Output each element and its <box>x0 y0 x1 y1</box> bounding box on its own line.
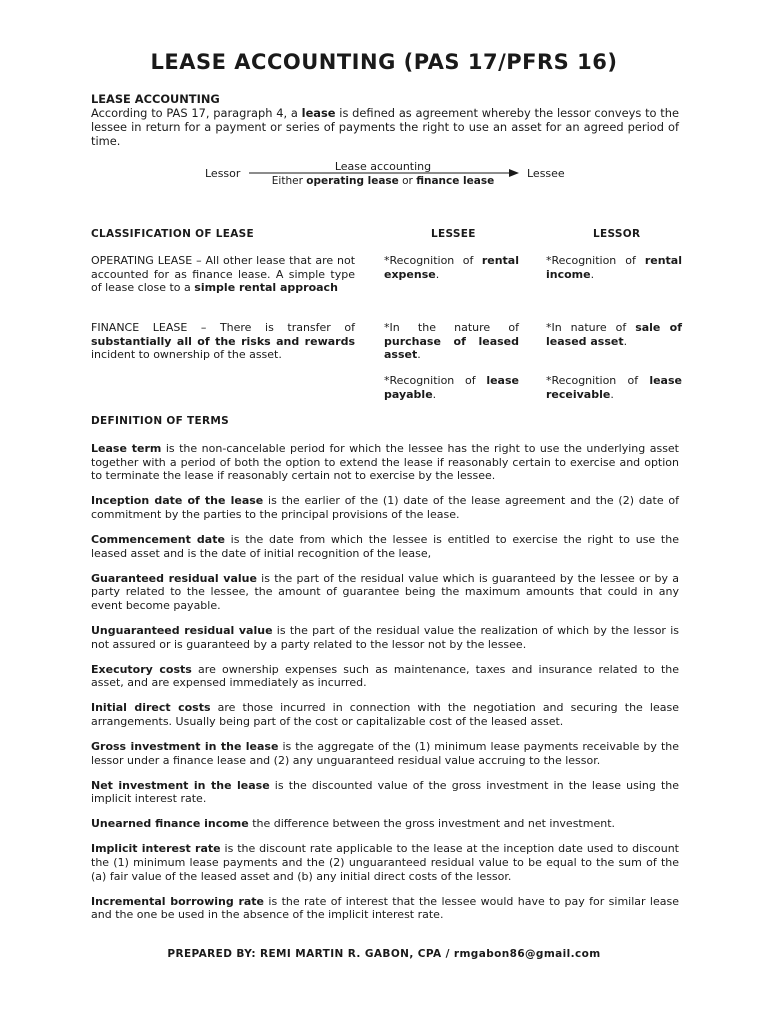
lease-term-bold: lease <box>301 106 336 120</box>
finance-lessee-cell-b: *Recognition of lease payable. <box>384 374 519 401</box>
definition-text: are ownership expenses such as maintenance, taxes and insurance related to the asset, and are expensed immediately as incurred. <box>91 662 679 690</box>
definition-item <box>91 817 679 831</box>
definition-item <box>91 572 679 613</box>
definition-term: Gross investment in the lease <box>91 740 279 753</box>
definition-term: Guaranteed residual value <box>91 571 257 585</box>
definition-term: Unguaranteed residual value <box>91 623 273 637</box>
definition-item <box>91 895 679 922</box>
definition-text: is the discounted value of the gross investment in the lease using the implicit interest rate. <box>91 778 680 806</box>
definition-term: Implicit interest rate <box>91 842 221 856</box>
definition-text: is the part of the residual value the realization of which by the lessor is not assured or is guaranteed by a party related to the lessor not by the lessee. <box>91 623 679 651</box>
definition-term: Lease term <box>91 442 162 455</box>
definition-item <box>91 701 679 728</box>
definition-text: is the rate of interest that the lessee would have to pay for similar lease and the one be used in the absence of the implicit interest rate. <box>91 894 679 922</box>
flow-below-label: Either operating lease or finance lease <box>271 175 495 187</box>
definition-item <box>91 442 679 483</box>
definition-text: is the aggregate of the (1) minimum lease payments receivable by the lessor under a finance lease and (2) any unguaranteed residual value accruing to the lessor. <box>91 740 679 767</box>
definition-text: are those incurred in connection with the negotiation and securing the lease arrangements. Usually being part of the cost or capitalizable cost of the leased asset. <box>91 701 679 728</box>
definition-text: the difference between the gross investment and net investment. <box>248 817 616 831</box>
definition-term: Net investment in the lease <box>91 778 270 792</box>
definition-text: is the discount rate applicable to the lease at the inception date used to discount the (1) minimum lease payments and the (2) unguaranteed residual value to be equal to the sum of the (a) fair value of the leased asset and (b) any initial direct costs of the lessor. <box>91 842 679 883</box>
flow-lessor-label: Lessor <box>205 167 241 180</box>
definitions-section <box>91 415 679 933</box>
page-title: LEASE ACCOUNTING (PAS 17/PFRS 16) <box>150 50 618 74</box>
definition-term: Inception date of the lease <box>91 494 264 508</box>
flow-lessee-label: Lessee <box>527 167 565 180</box>
definition-item <box>91 624 679 651</box>
definition-term: Initial direct costs <box>91 701 211 715</box>
definition-term: Incremental borrowing rate <box>91 894 265 908</box>
operating-lease-description: OPERATING LEASE – All other lease that are not accounted for as finance lease. A simple type of lease close to a simple rental approach <box>91 254 356 294</box>
operating-lessor-cell: *Recognition of rental income. <box>546 254 682 281</box>
definition-term: Unearned finance income <box>91 817 249 831</box>
finance-lessor-cell-b: *Recognition of lease receivable. <box>546 374 682 401</box>
definitions-list <box>91 442 679 922</box>
lessor-column-heading: LESSOR <box>593 228 641 240</box>
definition-item <box>91 779 679 806</box>
definition-text: is the non-cancelable period for which the lessee has the right to use the underlying asset together with a period of both the option to extend the lease if reasonably certain to exercise and option to terminate the lease if reasonably certain not to exercise by the lessee. <box>91 442 679 483</box>
definition-text: is the earlier of the (1) date of the lease agreement and the (2) date of commitment by the parties to the principal provisions of the lease. <box>91 494 679 521</box>
finance-lessor-cell-a: *In nature of sale of leased asset. <box>546 321 683 348</box>
definitions-heading: DEFINITION OF TERMS <box>91 415 229 427</box>
definition-text: is the date from which the lessee is entitled to exercise the right to use the leased asset and is the date of initial recognition of the lease, <box>91 532 679 560</box>
classification-heading: CLASSIFICATION OF LEASE <box>91 228 254 240</box>
definition-term: Commencement date <box>91 532 225 546</box>
operating-lessee-cell: *Recognition of rental expense. <box>384 254 519 281</box>
definition-item <box>91 663 679 690</box>
footer-prepared-by: PREPARED BY: REMI MARTIN R. GABON, CPA / rmgabon86@gmail.com <box>167 948 601 960</box>
definition-item <box>91 842 679 883</box>
definition-text: is the part of the residual value which is guaranteed by the lessee or by a party related to the lessee, the amount of guarantee being the maximum amounts that could in any event become payable. <box>91 571 679 612</box>
intro-heading: LEASE ACCOUNTING <box>91 92 220 106</box>
lessee-column-heading: LESSEE <box>431 228 476 240</box>
definition-term: Executory costs <box>91 662 192 676</box>
intro-section <box>91 92 679 148</box>
definition-item <box>91 740 679 767</box>
flow-above-label: Lease accounting <box>334 160 432 173</box>
definition-item <box>91 533 679 560</box>
finance-lease-description: FINANCE LEASE – There is transfer of substantially all of the risks and rewards incident to ownership of the asset. <box>91 321 355 361</box>
definition-item <box>91 494 679 521</box>
intro-paragraph: According to PAS 17, paragraph 4, a lease is defined as agreement whereby the lessor conveys to the lessee in return for a payment or series of payments the right to use an asset for an agreed period of time. <box>91 106 679 148</box>
finance-lessee-cell-a: *In the nature of purchase of leased asset. <box>384 321 519 361</box>
